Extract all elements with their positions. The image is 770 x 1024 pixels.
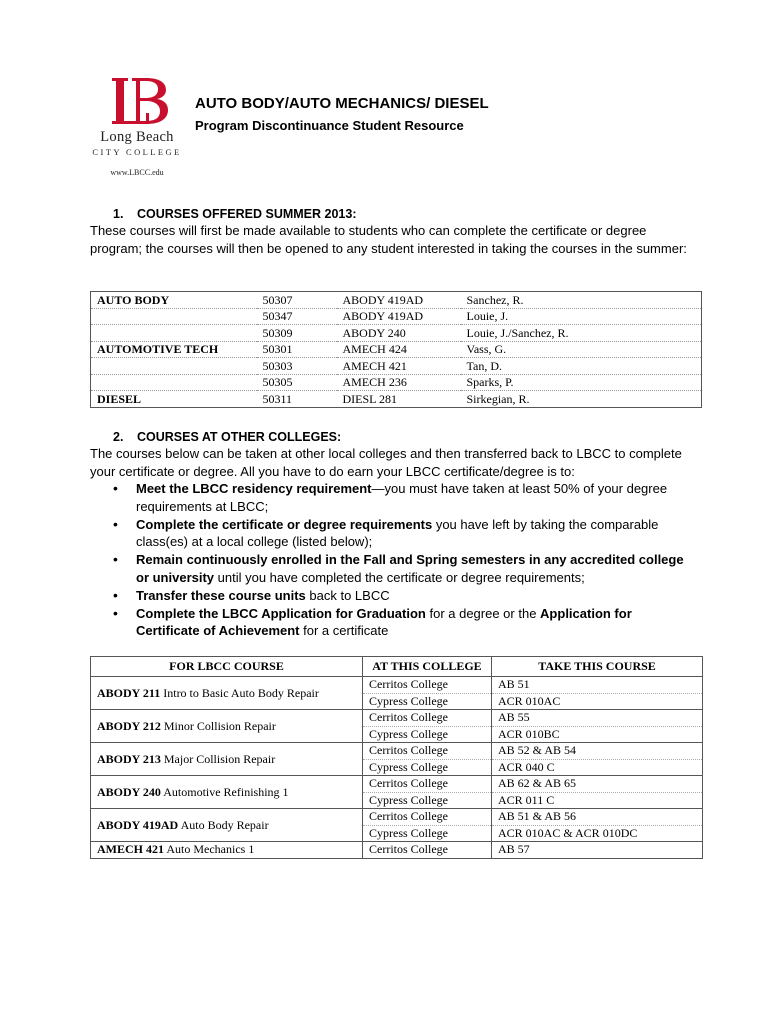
college-name: Cerritos College [363,776,492,793]
lb-monogram-icon [82,76,192,128]
lbcc-course-code: AMECH 421 [97,842,164,857]
program-group: DIESEL [97,391,142,406]
lbcc-course-name: Automotive Refinishing 1 [160,784,289,799]
program-group: AUTOMOTIVE TECH [91,341,257,358]
table-row [91,308,702,325]
lbcc-course [91,743,363,776]
course-code: DIESL 281 [342,391,398,406]
college-name: Cypress College [363,792,492,809]
table-row [91,325,702,342]
equivalent-course: ACR 010AC & ACR 010DC [492,825,703,842]
lbcc-course-code: ABODY 419AD [97,817,179,832]
table-row [91,677,703,694]
logo-city: CITY COLLEGE [92,147,182,157]
section1-title: COURSES OFFERED SUMMER 2013: [137,207,357,221]
college-name: Cerritos College [363,743,492,760]
program-group [91,325,257,342]
list-item [113,605,693,640]
lbcc-course-code: ABODY 213 [97,751,161,766]
bullet-text: —you must have taken at least 50% of your degree requirements at LBCC; [136,481,668,514]
table-row [91,776,703,793]
lbcc-course-code: ABODY 240 [97,784,161,799]
college-name: Cypress College [363,693,492,710]
college-name: Cypress College [363,726,492,743]
instructor: Louie, J. [461,308,702,325]
section2-title: COURSES AT OTHER COLLEGES: [137,430,342,444]
table-row [91,391,702,408]
instructor: Sparks, P. [461,374,702,391]
bullet-bold-text: Remain continuously enrolled in the Fall and Spring semesters in any accredited college or university [136,552,684,585]
instructor: Tan, D. [461,358,702,375]
program-group: AUTO BODY [91,292,257,309]
bullet-text: for a certificate [299,623,389,638]
section-code: 50303 [257,358,337,375]
section1-number: 1. [113,207,124,221]
page-subtitle: Program Discontinuance Student Resource [195,118,464,133]
bullet-text: you have left by taking the comparable class(es) at a local college (listed below); [136,516,659,549]
lbcc-course-name: Major Collision Repair [160,751,276,766]
table-row [91,358,702,375]
list-item [113,516,693,551]
equivalent-course: ACR 040 C [492,759,703,776]
lbcc-course [91,677,363,710]
bullet-bold-text: Complete the certificate or degree requirements [136,516,433,532]
logo-name: Long Beach [100,129,174,145]
course-code: ABODY 419AD [337,308,461,325]
college-name: Cypress College [363,825,492,842]
equivalent-course: ACR 010AC [492,693,703,710]
course-code: AMECH 421 [337,358,461,375]
lbcc-logo [82,76,192,186]
equivalent-course: AB 55 [492,710,703,727]
section1-text: These courses will first be made available to students who can complete the certificate or degree program; the courses will then be opened to any student interested in taking the courses in the summer: [90,223,687,256]
section-code: 50301 [257,341,337,358]
col-header-take: TAKE THIS COURSE [492,657,703,677]
college-name: Cerritos College [363,710,492,727]
section-code: 50307 [257,292,337,309]
equivalent-course: AB 51 & AB 56 [492,809,703,826]
table-row [91,743,703,760]
table-row [91,809,703,826]
bullet-text: back to LBCC [305,587,390,603]
table-row [91,292,702,309]
instructor: Sirkegian, R. [466,391,530,406]
bullet-text: until you have completed the certificate or degree requirements; [214,569,585,585]
college-name: Cerritos College [363,677,492,694]
bullet-bold-text: Transfer these course units [136,587,306,603]
list-item [113,551,693,586]
table-row [91,374,702,391]
section2-text: The courses below can be taken at other local colleges and then transferred back to LBCC to complete your certificate or degree. All you have to do earn your LBCC certificate/degree is to: [90,446,682,479]
table-row [91,710,703,727]
section-code: 50305 [257,374,337,391]
section2-heading [113,430,341,444]
lbcc-course-name: Minor Collision Repair [160,718,276,733]
page-title: AUTO BODY/AUTO MECHANICS/ DIESEL [195,95,489,112]
lbcc-course-code: ABODY 212 [97,718,161,733]
program-group [91,358,257,375]
summer-courses-table [90,291,702,408]
course-code: ABODY 240 [337,325,461,342]
lbcc-course [91,710,363,743]
lbcc-course [91,842,363,859]
section2-number: 2. [113,430,124,444]
lbcc-course-name: Auto Body Repair [178,817,269,832]
section-code: 50311 [262,391,293,406]
lbcc-course-code: ABODY 211 [97,685,161,700]
requirements-list [113,480,693,640]
lbcc-course [91,809,363,842]
instructor: Vass, G. [461,341,702,358]
bullet-text: for a degree or the [425,605,541,621]
bullet-bold-text: Meet the LBCC residency requirement [136,481,372,496]
equivalent-course: AB 52 & AB 54 [492,743,703,760]
course-code: AMECH 236 [337,374,461,391]
college-name: Cerritos College [363,842,492,859]
col-header-lbcc: FOR LBCC COURSE [91,657,363,677]
section1-heading [113,207,356,221]
course-code: AMECH 424 [337,341,461,358]
equivalent-course: AB 57 [492,842,703,859]
section-code: 50309 [257,325,337,342]
list-item [113,587,693,605]
bullet-bold-text: Complete the LBCC Application for Graduation [136,605,426,621]
college-name: Cypress College [363,759,492,776]
equivalent-course: ACR 011 C [492,792,703,809]
table-row [91,842,703,859]
college-name: Cerritos College [363,809,492,826]
lbcc-course [91,776,363,809]
course-code: ABODY 419AD [337,292,461,309]
equivalent-course: AB 62 & AB 65 [492,776,703,793]
col-header-college: AT THIS COLLEGE [363,657,492,677]
instructor: Louie, J./Sanchez, R. [461,325,702,342]
equivalent-course: AB 51 [492,677,703,694]
bullet-bold-text: Application for Certificate of Achievement [136,605,632,638]
lbcc-course-name: Intro to Basic Auto Body Repair [160,685,319,700]
table-row [91,341,702,358]
program-group [91,308,257,325]
equivalent-course: ACR 010BC [492,726,703,743]
program-group [91,374,257,391]
lbcc-course-name: Auto Mechanics 1 [164,842,255,857]
list-item [113,480,693,515]
equivalent-courses-table [90,656,703,859]
logo-url: www.LBCC.edu [110,168,164,177]
instructor: Sanchez, R. [461,292,702,309]
section-code: 50347 [257,308,337,325]
